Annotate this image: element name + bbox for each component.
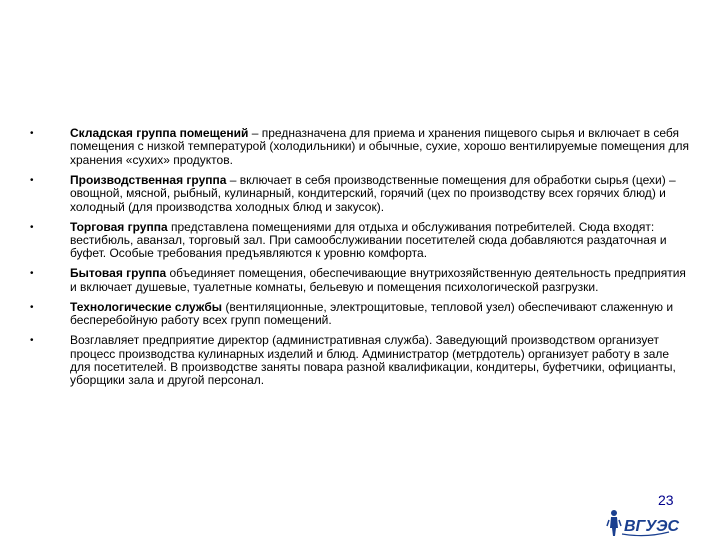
university-logo-icon [606, 508, 680, 538]
logo-figure [607, 510, 621, 536]
bullet-icon: • [30, 128, 34, 139]
bullet-icon: • [30, 301, 34, 313]
list-item [30, 267, 690, 294]
bullet-icon: • [30, 221, 34, 233]
item-lead: Производственная группа [70, 172, 227, 187]
page-number: 23 [658, 492, 674, 508]
item-text: представлена помещениями для отдыха и обслуживания потребителей. Сюда входят: вестибюль, аванзал, торговый зал. При самообслуживании посетителей сюда добавляются раздаточная и буфет. Особые требования предъявляются к уровню комфорта. [70, 219, 667, 261]
bullet-icon: • [30, 174, 34, 186]
list-item [30, 174, 690, 214]
list-item [30, 301, 690, 328]
item-lead: Торговая группа [70, 219, 168, 234]
logo-text: ВГУЭС [624, 518, 680, 535]
item-text: Возглавляет предприятие директор (административная служба). Заведующий производством организует процесс производства кулинарных изделий и блюд. Администратор (метрдотель) организует работу в зале для посетителей. В производстве заняты повара разной квалификации, кондитеры, буфетчики, официанты, уборщики зала и другой персонал. [70, 333, 676, 388]
list-item [30, 127, 690, 167]
item-text: – предназначена для приема и хранения пищевого сырья и включает в себя помещения с низкой температурой (холодильники) и обычные, сухие, хорошо вентилируемые помещения для хранения «сухих» продуктов. [70, 126, 689, 167]
item-lead: Складская группа помещений [70, 126, 249, 140]
list-item [30, 334, 690, 388]
list-item [30, 221, 690, 261]
bullet-icon: • [30, 335, 34, 347]
bullet-icon: • [30, 268, 34, 280]
item-text: (вентиляционные, электрощитовые, тепловой узел) обеспечивают слаженную и бесперебойную работу всех групп помещений. [70, 299, 674, 328]
bullet-list [30, 127, 690, 394]
item-text: – включает в себя производственные помещения для обработки сырья (цехи) – овощной, мясной, рыбный, кулинарный, кондитерский, горячий (цех по производству всех горячих блюд) и холодный (для производства холодных блюд и закусок). [70, 172, 676, 214]
item-lead: Бытовая группа [70, 266, 167, 281]
item-lead: Технологические службы [70, 299, 223, 314]
item-text: объединяет помещения, обеспечивающие внутрихозяйственную деятельность предприятия и включает душевые, туалетные комнаты, бельевую и помещения психологической разгрузки. [70, 266, 686, 294]
